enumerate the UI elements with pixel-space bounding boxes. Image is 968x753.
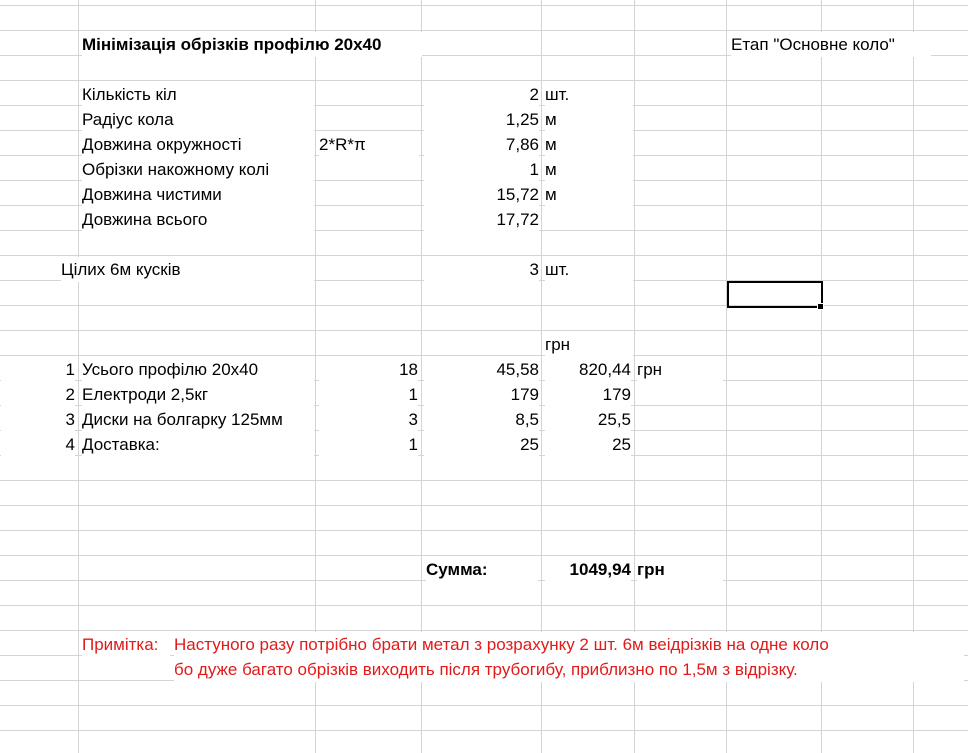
item-qty[interactable]: 1 [319, 432, 418, 457]
item-total[interactable]: 25 [545, 432, 631, 457]
param-value[interactable]: 1 [424, 157, 539, 182]
param-unit[interactable]: м [545, 182, 633, 207]
param-value[interactable]: 7,86 [424, 132, 539, 157]
item-qty[interactable]: 18 [319, 357, 418, 382]
item-unit[interactable]: грн [637, 357, 723, 382]
row-gridline [0, 730, 968, 731]
item-price[interactable]: 179 [424, 382, 539, 407]
price-header[interactable]: грн [545, 332, 633, 357]
item-qty[interactable]: 3 [319, 407, 418, 432]
stage-label[interactable]: Етап "Основне коло" [731, 32, 931, 57]
row-gridline [0, 355, 968, 356]
row-gridline [0, 705, 968, 706]
row-gridline [0, 255, 968, 256]
row-gridline [0, 630, 968, 631]
param-label[interactable]: Кількість кіл [82, 82, 314, 107]
column-gridline [78, 0, 79, 753]
param-label[interactable]: Довжина чистими [82, 182, 314, 207]
sheet-title[interactable]: Мінімізація обрізків профілю 20х40 [82, 32, 422, 57]
param-value[interactable]: 15,72 [424, 182, 539, 207]
item-number[interactable]: 2 [1, 382, 75, 407]
active-cell-selection[interactable] [727, 281, 823, 308]
item-price[interactable]: 45,58 [424, 357, 539, 382]
param-label[interactable]: Довжина всього [82, 207, 314, 232]
row-gridline [0, 80, 968, 81]
param-value[interactable]: 2 [424, 82, 539, 107]
param-unit[interactable]: м [545, 132, 633, 157]
item-name[interactable]: Доставка: [82, 432, 314, 457]
whole-pieces-label[interactable]: Цілих 6м кусків [61, 257, 314, 282]
whole-pieces-unit[interactable]: шт. [545, 257, 633, 282]
whole-pieces-value[interactable]: 3 [424, 257, 539, 282]
param-label[interactable]: Радіус кола [82, 107, 314, 132]
item-qty[interactable]: 1 [319, 382, 418, 407]
sum-unit[interactable]: грн [637, 557, 723, 582]
row-gridline [0, 5, 968, 6]
item-total[interactable]: 820,44 [545, 357, 631, 382]
item-price[interactable]: 25 [424, 432, 539, 457]
item-total[interactable]: 179 [545, 382, 631, 407]
row-gridline [0, 480, 968, 481]
item-total[interactable]: 25,5 [545, 407, 631, 432]
param-formula[interactable]: 2*R*π [319, 132, 419, 157]
note-line-2[interactable]: бо дуже багато обрізків виходить після трубогибу, приблизно по 1,5м з відрізку. [174, 657, 964, 682]
item-number[interactable]: 4 [1, 432, 75, 457]
row-gridline [0, 555, 968, 556]
item-price[interactable]: 8,5 [424, 407, 539, 432]
item-number[interactable]: 3 [1, 407, 75, 432]
item-name[interactable]: Усього профілю 20х40 [82, 357, 314, 382]
sum-label[interactable]: Сумма: [426, 557, 538, 582]
param-label[interactable]: Обрізки накожному колі [82, 157, 314, 182]
item-name[interactable]: Електроди 2,5кг [82, 382, 314, 407]
row-gridline [0, 505, 968, 506]
fill-handle[interactable] [817, 303, 824, 310]
param-unit[interactable]: шт. [545, 82, 633, 107]
param-value[interactable]: 1,25 [424, 107, 539, 132]
row-gridline [0, 530, 968, 531]
note-line-1[interactable]: Настуного разу потрібно брати метал з розрахунку 2 шт. 6м веідрізків на одне коло [174, 632, 964, 657]
row-gridline [0, 30, 968, 31]
param-value[interactable]: 17,72 [424, 207, 539, 232]
item-name[interactable]: Диски на болгарку 125мм [82, 407, 314, 432]
item-number[interactable]: 1 [1, 357, 75, 382]
param-unit[interactable]: м [545, 107, 633, 132]
sum-value[interactable]: 1049,94 [545, 557, 631, 582]
row-gridline [0, 330, 968, 331]
row-gridline [0, 605, 968, 606]
param-unit[interactable]: м [545, 157, 633, 182]
param-label[interactable]: Довжина окружності [82, 132, 314, 157]
note-label[interactable]: Примітка: [82, 632, 170, 657]
